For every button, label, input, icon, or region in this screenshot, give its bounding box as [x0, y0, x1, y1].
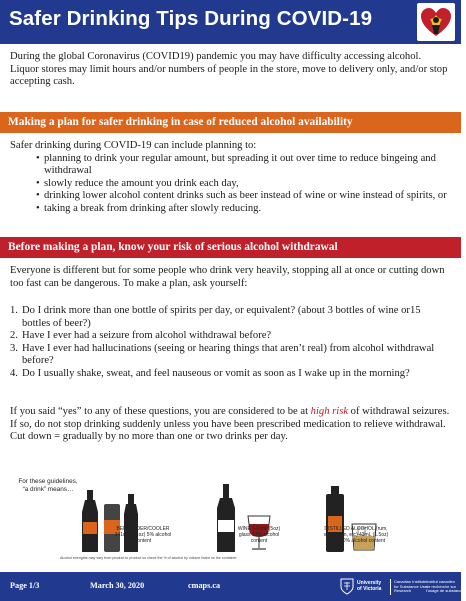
uvic-logo: [340, 577, 466, 597]
drink-guideline-label: For these guidelines, “a drink” means…: [18, 478, 78, 493]
cisur-line: for Substance Use: [394, 583, 427, 589]
risk-verdict: [10, 406, 452, 444]
list-item: • planning to drink your regular amount, but spreading it out over time to reduce bingeing and withdrawal: [36, 153, 452, 178]
cisur-line: de recherche sur: [426, 583, 457, 589]
list-item: [10, 305, 440, 330]
list-item: [10, 330, 440, 343]
website-link[interactable]: cmaps.ca: [188, 581, 221, 590]
section-heading-risk: Before making a plan, know your risk of serious alcohol withdrawal: [0, 237, 461, 258]
spirits-drink-label: DISTILLED ALCOHOL (rum, vodka, gin, etc) 43mL (1.5oz) glass 40% alcohol content: [323, 526, 389, 544]
cisur-line: Canadian Institute: [394, 579, 427, 584]
question-number: 4.: [10, 367, 18, 379]
advice-text: If so, do not stop drinking suddenly unless you have been prescribed medication to relieve withdrawal. Cut down = gradually by no more than one or two drinks per day.: [10, 418, 446, 443]
question-text: Do I drink more than one bottle of spirits per day, or equivalent? (about 3 bottles of wine or15 bottles of beer?): [22, 305, 421, 329]
verdict-lead-text: If you said “yes” to any of these questions, you are considered to be at: [10, 406, 311, 417]
cisur-name-fr: [426, 580, 466, 594]
question-text: Do I usually shake, sweat, and feel nauseous or vomit as soon as I wake up in the morning?: [22, 367, 410, 379]
section-risk-lead: Everyone is different but for some people who drink very heavily, stopping all at once or cutting down too fast can be dangerous. To make a plan, ask yourself:: [10, 265, 445, 289]
section-plan-lead: Safer drinking during COVID-19 can include planning to:: [10, 140, 257, 151]
section-plan-body: [10, 140, 452, 216]
cisur-line: Research: [394, 588, 412, 594]
standard-drink-graphic: [42, 472, 422, 564]
publication-date: March 30, 2020: [90, 581, 145, 590]
wine-drink-label: WINE 142mL (5oz) glass 12% alcohol content: [237, 526, 281, 544]
verdict-tail-text: of withdrawal seizures.: [348, 406, 450, 417]
cmaps-logo-icon: [417, 3, 455, 41]
beer-drink-label: BEER/CIDER/COOLER 341mL (12oz) 5% alcohol content: [114, 526, 172, 544]
page-footer: [0, 572, 466, 601]
verdict-text: [10, 406, 452, 419]
cisur-line: l’usage de substances: [426, 588, 466, 594]
question-number: 3.: [10, 342, 18, 354]
uvic-crest-icon: [340, 578, 354, 595]
high-risk-highlight: high risk: [310, 406, 349, 417]
title-banner: [0, 0, 461, 44]
section-heading-plan: Making a plan for safer drinking in case of reduced alcohol availability: [0, 112, 461, 133]
cisur-name-en: [394, 580, 427, 594]
uvic-name-line: University: [357, 580, 382, 586]
beer-bottle-icon: [82, 490, 98, 552]
uvic-name: [357, 580, 381, 592]
list-item: • taking a break from drinking after slowly reducing.: [36, 203, 452, 216]
list-item: [10, 343, 440, 368]
logo-divider: [390, 579, 391, 595]
intro-paragraph: During the global Coronavirus (COVID19) pandemic you may have difficulty accessing alcohol. Liquor stores may limit hours and/or numbers of people in the store, move to delivery only, and/or stop accepting cash.: [10, 51, 448, 88]
page-number: Page 1/3: [10, 581, 40, 590]
question-number: 1.: [10, 305, 18, 316]
list-item: • slowly reduce the amount you drink each day,: [36, 178, 452, 191]
list-item: [10, 368, 440, 381]
uvic-name-line: of Victoria: [357, 586, 382, 592]
wine-bottle-icon: [217, 484, 235, 552]
page-title: Safer Drinking Tips During COVID-19: [9, 7, 373, 30]
question-text: Have I ever had hallucinations (seeing or hearing things that aren’t real) from alcohol withdrawal before?: [22, 342, 435, 367]
question-number: 2.: [10, 330, 18, 342]
plan-bullet-list: [36, 153, 452, 216]
risk-question-list: [10, 305, 440, 381]
cisur-line: Institut canadien: [426, 579, 456, 584]
list-item: • drinking lower alcohol content drinks such as beer instead of wine or wine instead of spirits, or: [36, 190, 452, 203]
question-text: Have I ever had a seizure from alcohol withdrawal before?: [22, 330, 272, 342]
infographic-footnote: Alcohol strengths may vary from product to product so check the % of alcohol by volume listed on the container.: [60, 556, 238, 560]
